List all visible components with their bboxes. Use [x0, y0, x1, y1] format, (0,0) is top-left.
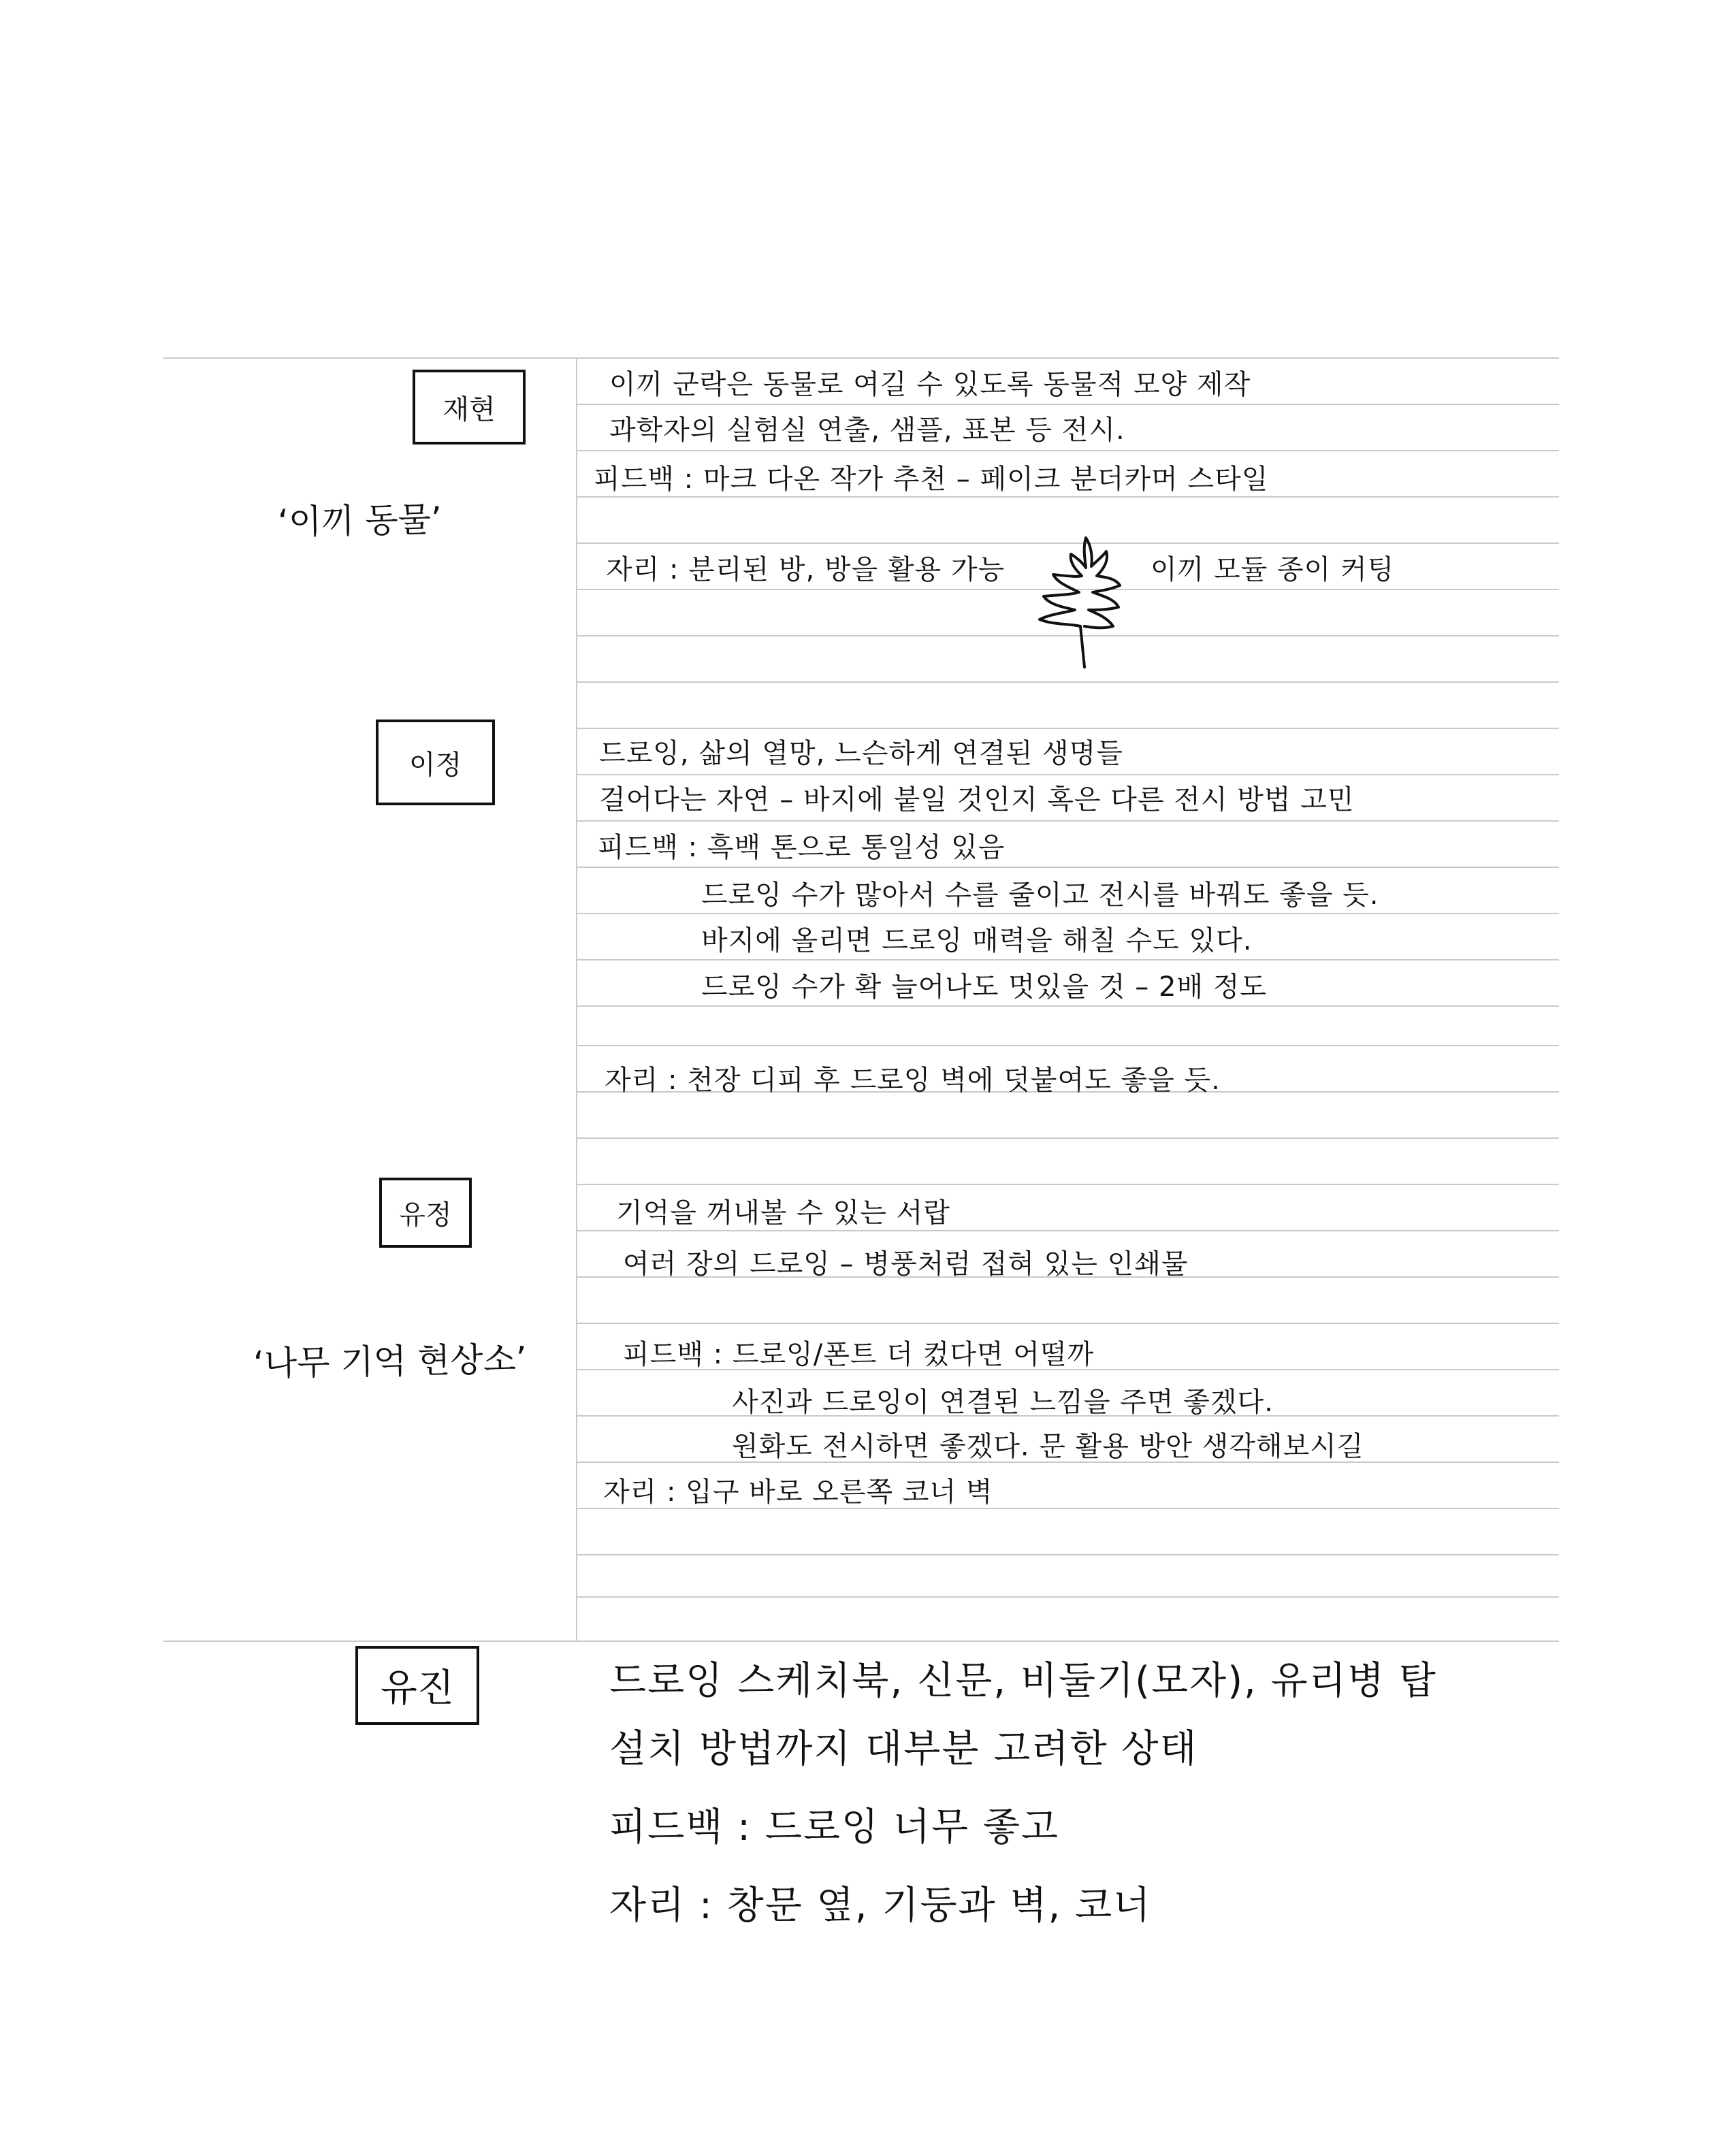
rule-line	[577, 450, 1559, 451]
note-line: 기억을 꺼내볼 수 있는 서랍	[616, 1197, 950, 1229]
note-line: 원화도 전시하면 좋겠다. 문 활용 방안 생각해보시길	[732, 1431, 1364, 1462]
note-line: 피드백 : 마크 다온 작가 추천 – 페이크 분더카머 스타일	[594, 464, 1269, 495]
section-name: 재현	[443, 393, 496, 425]
rule-line	[577, 1554, 1559, 1555]
note-line: 피드백 : 드로잉 너무 좋고	[609, 1805, 1060, 1849]
note-line: 드로잉 수가 많아서 수를 줄이고 전시를 바꿔도 좋을 듯.	[701, 879, 1379, 911]
note-line: 자리 : 창문 옆, 기둥과 벽, 코너	[609, 1884, 1152, 1928]
rule-line	[577, 1045, 1559, 1046]
note-line: 자리 : 천장 디피 후 드로잉 벽에 덧붙여도 좋을 듯.	[605, 1065, 1221, 1096]
margin-line	[576, 357, 577, 1641]
rule-line	[577, 1005, 1559, 1007]
rule-line	[577, 820, 1559, 822]
note-line: 바지에 올리면 드로잉 매력을 해칠 수도 있다.	[701, 925, 1253, 956]
rule-line	[577, 1184, 1559, 1185]
note-line: 이끼 군락은 동물로 여길 수 있도록 동물적 모양 제작	[609, 369, 1251, 400]
moss-sketch	[1004, 524, 1140, 670]
name-box	[379, 1178, 472, 1248]
note-line: 드로잉, 삶의 열망, 느슨하게 연결된 생명들	[599, 738, 1123, 769]
note-line: 피드백 : 드로잉/폰트 더 컸다면 어떨까	[623, 1339, 1095, 1370]
note-line: 자리 : 입구 바로 오른쪽 코너 벽	[603, 1476, 993, 1508]
note-line: 여러 장의 드로잉 – 병풍처럼 접혀 있는 인쇄물	[623, 1248, 1189, 1280]
section-name: 이정	[408, 749, 462, 781]
rule-line	[577, 1323, 1559, 1324]
rule-line	[577, 913, 1559, 914]
rule-line	[577, 1137, 1559, 1139]
work-title: ‘나무 기억 현상소’	[253, 1339, 528, 1384]
rule-line	[577, 496, 1559, 498]
rule-line	[577, 774, 1559, 775]
note-line: 드로잉 스케치북, 신문, 비둘기(모자), 유리병 탑	[609, 1659, 1437, 1703]
note-line: 걸어다는 자연 – 바지에 붙일 것인지 혹은 다른 전시 방법 고민	[599, 784, 1355, 815]
section-name: 유진	[380, 1666, 455, 1711]
rule-line	[163, 357, 1559, 359]
rule-line	[577, 681, 1559, 683]
name-box	[355, 1646, 479, 1725]
work-title: ‘이끼 동물’	[277, 499, 443, 543]
note-line: 이끼 모듈 종이 커팅	[1151, 554, 1395, 585]
rule-line	[577, 1596, 1559, 1598]
note-line: 설치 방법까지 대부분 고려한 상태	[609, 1727, 1198, 1771]
name-box	[376, 720, 495, 805]
rule-line	[577, 1230, 1559, 1231]
note-line: 피드백 : 흑백 톤으로 통일성 있음	[598, 832, 1006, 863]
note-line: 과학자의 실험실 연출, 샘플, 표본 등 전시.	[609, 415, 1125, 446]
name-box	[413, 370, 526, 445]
rule-line	[577, 404, 1559, 405]
note-line: 사진과 드로잉이 연결된 느낌을 주면 좋겠다.	[732, 1387, 1274, 1418]
note-line: 자리 : 분리된 방, 방을 활용 가능	[606, 554, 1006, 585]
rule-line	[577, 728, 1559, 729]
rule-line	[163, 1641, 1559, 1642]
rule-line	[577, 959, 1559, 960]
rule-line	[577, 867, 1559, 868]
section-name: 유정	[399, 1199, 452, 1231]
note-line: 드로잉 수가 확 늘어나도 멋있을 것 – 2배 정도	[701, 971, 1268, 1003]
